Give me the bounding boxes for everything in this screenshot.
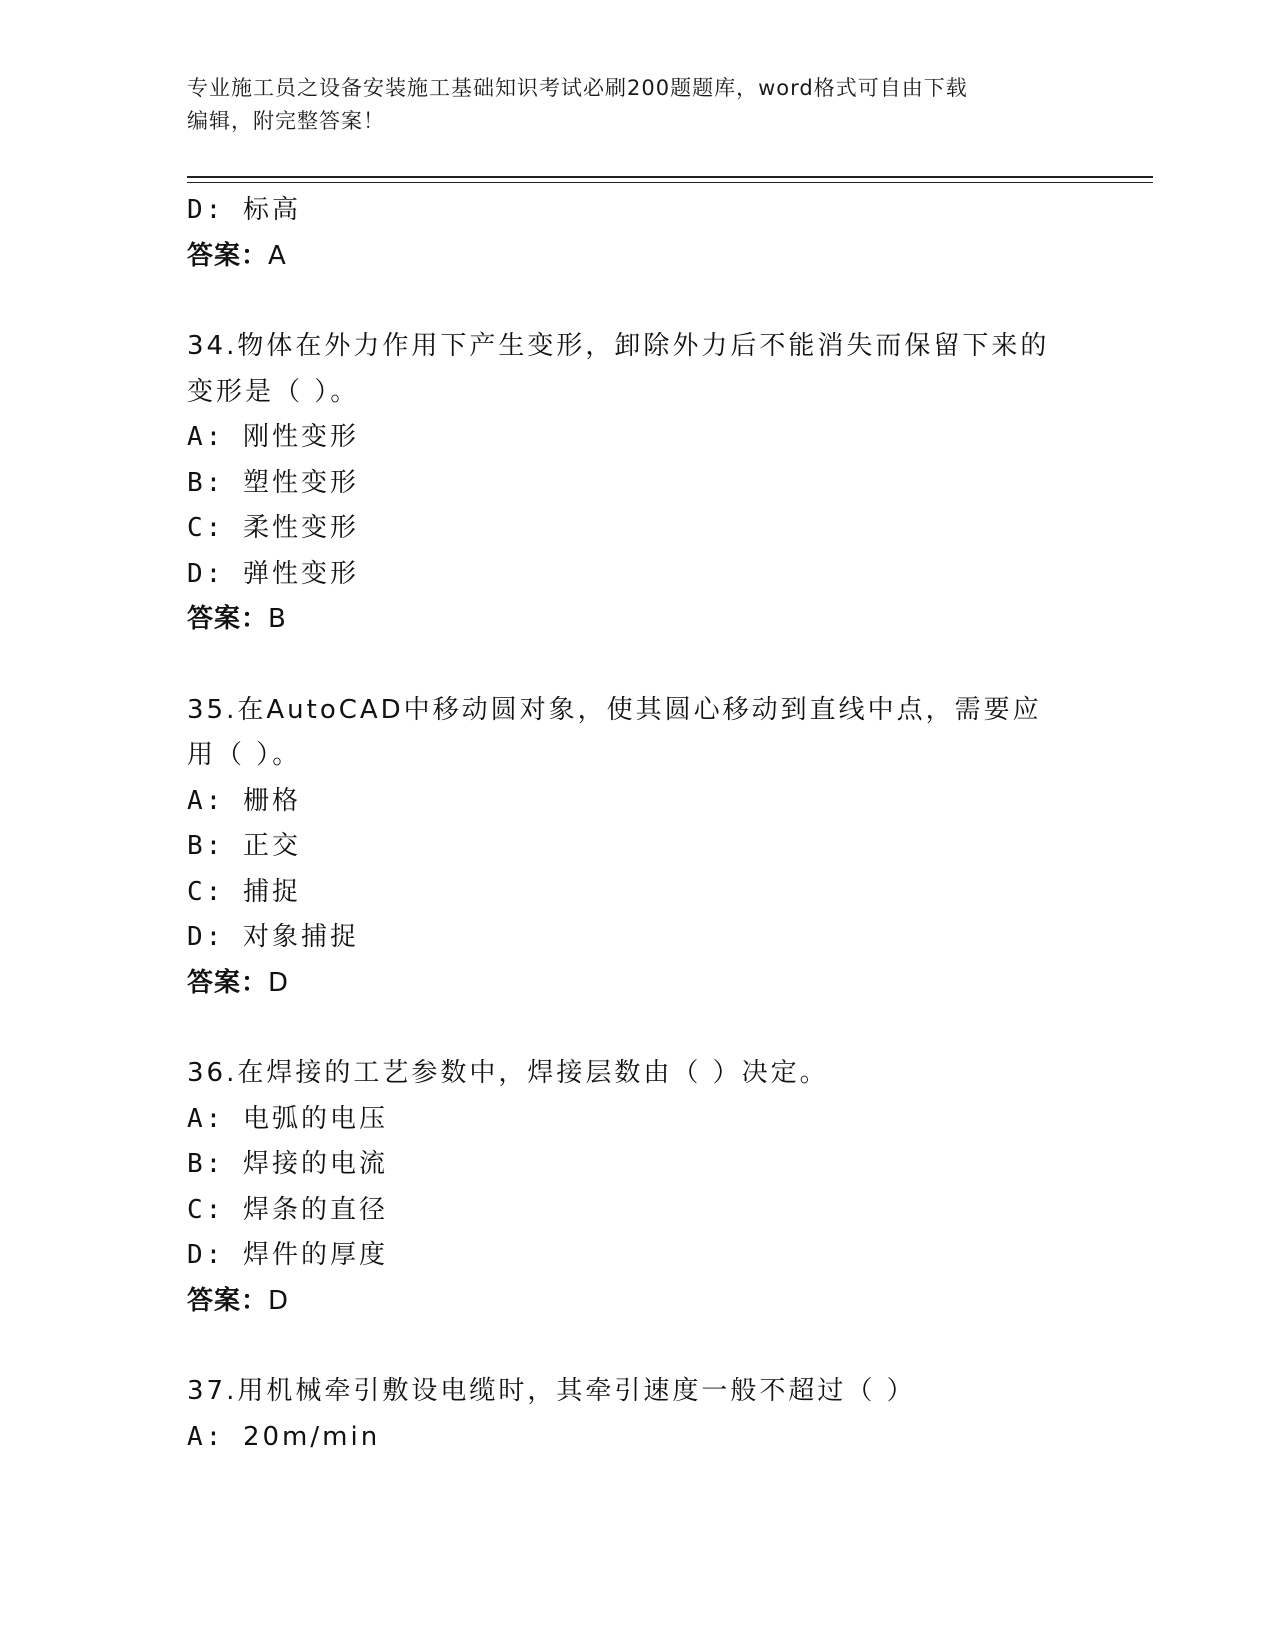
question-content: [187, 188, 1087, 1460]
option-c: [187, 506, 1087, 552]
option-d: [187, 1233, 1087, 1279]
question-number: 37.: [187, 1376, 238, 1406]
question-number: 36.: [187, 1058, 238, 1088]
option-a: [187, 415, 1087, 461]
header-rule-thin: [187, 182, 1153, 183]
header-title-line-2: 编辑，附完整答案！: [187, 109, 385, 133]
header-title-line-1: 专业施工员之设备安装施工基础知识考试必刷200题题库，word格式可自由下载: [187, 76, 968, 100]
question-text: [187, 688, 1067, 779]
answer-line: [187, 961, 1087, 1007]
question-body: 用机械牵引敷设电缆时，其牵引速度一般不超过（ ）: [237, 1376, 916, 1406]
option-b: [187, 1142, 1087, 1188]
answer-label: 答案：: [187, 967, 269, 998]
option-label: D:: [187, 195, 225, 225]
option-c: [187, 1188, 1087, 1234]
option-label: C:: [187, 1194, 225, 1225]
option-text: 电弧的电压: [242, 1103, 388, 1134]
option-text: 捕捉: [242, 876, 301, 907]
option-d: [187, 188, 1087, 234]
answer-line: [187, 1279, 1087, 1325]
option-text: 20m/min: [242, 1421, 381, 1452]
document-header: [187, 72, 1067, 138]
answer-label: 答案：: [187, 604, 269, 634]
option-a: [187, 1415, 1087, 1461]
question-text: [187, 324, 1067, 415]
option-label: B:: [187, 467, 225, 498]
option-b: [187, 824, 1087, 870]
question-number: 34.: [187, 331, 238, 361]
answer-value: D: [268, 967, 290, 998]
question-body: 物体在外力作用下产生变形，卸除外力后不能消失而保留下来的变形是（ ）。: [187, 331, 1050, 407]
option-text: 柔性变形: [242, 513, 359, 543]
option-text: 栅格: [242, 785, 301, 816]
question-number: 35.: [187, 694, 238, 725]
option-d: [187, 552, 1087, 598]
option-text: 对象捕捉: [242, 922, 359, 952]
question-body: 在焊接的工艺参数中，焊接层数由（ ）决定。: [237, 1058, 829, 1088]
question-body: 在AutoCAD中移动圆对象，使其圆心移动到直线中点，需要应用（ ）。: [187, 694, 1042, 770]
answer-line: [187, 597, 1087, 643]
option-d: [187, 915, 1087, 961]
answer-value: D: [268, 1285, 290, 1316]
option-text: 正交: [242, 831, 301, 861]
option-text: 焊接的电流: [242, 1149, 388, 1179]
option-text: 塑性变形: [242, 467, 359, 498]
option-label: A:: [187, 422, 225, 452]
option-label: D:: [187, 558, 225, 589]
answer-line: [187, 234, 1087, 280]
option-c: [187, 870, 1087, 916]
answer-value: B: [268, 604, 287, 634]
answer-label: 答案：: [187, 240, 269, 271]
header-rule-thick: [187, 176, 1153, 178]
option-label: B:: [187, 1149, 225, 1179]
question-35: [187, 688, 1087, 1007]
option-text: 弹性变形: [242, 558, 359, 589]
option-text: 标高: [242, 195, 301, 225]
option-label: C:: [187, 876, 225, 907]
option-a: [187, 779, 1087, 825]
option-text: 刚性变形: [242, 422, 359, 452]
question-34: [187, 324, 1087, 643]
question-text: [187, 1051, 1067, 1097]
option-text: 焊件的厚度: [242, 1240, 388, 1270]
question-text: [187, 1369, 1067, 1415]
option-b: [187, 461, 1087, 507]
option-label: A:: [187, 1103, 225, 1134]
option-label: B:: [187, 831, 225, 861]
option-label: A:: [187, 1421, 225, 1452]
option-label: D:: [187, 922, 225, 952]
option-text: 焊条的直径: [242, 1194, 388, 1225]
option-label: C:: [187, 513, 225, 543]
question-37: [187, 1369, 1087, 1460]
question-36: [187, 1051, 1087, 1324]
option-label: A:: [187, 785, 225, 816]
answer-value: A: [268, 240, 287, 271]
answer-label: 答案：: [187, 1285, 269, 1316]
option-a: [187, 1097, 1087, 1143]
option-label: D:: [187, 1240, 225, 1270]
